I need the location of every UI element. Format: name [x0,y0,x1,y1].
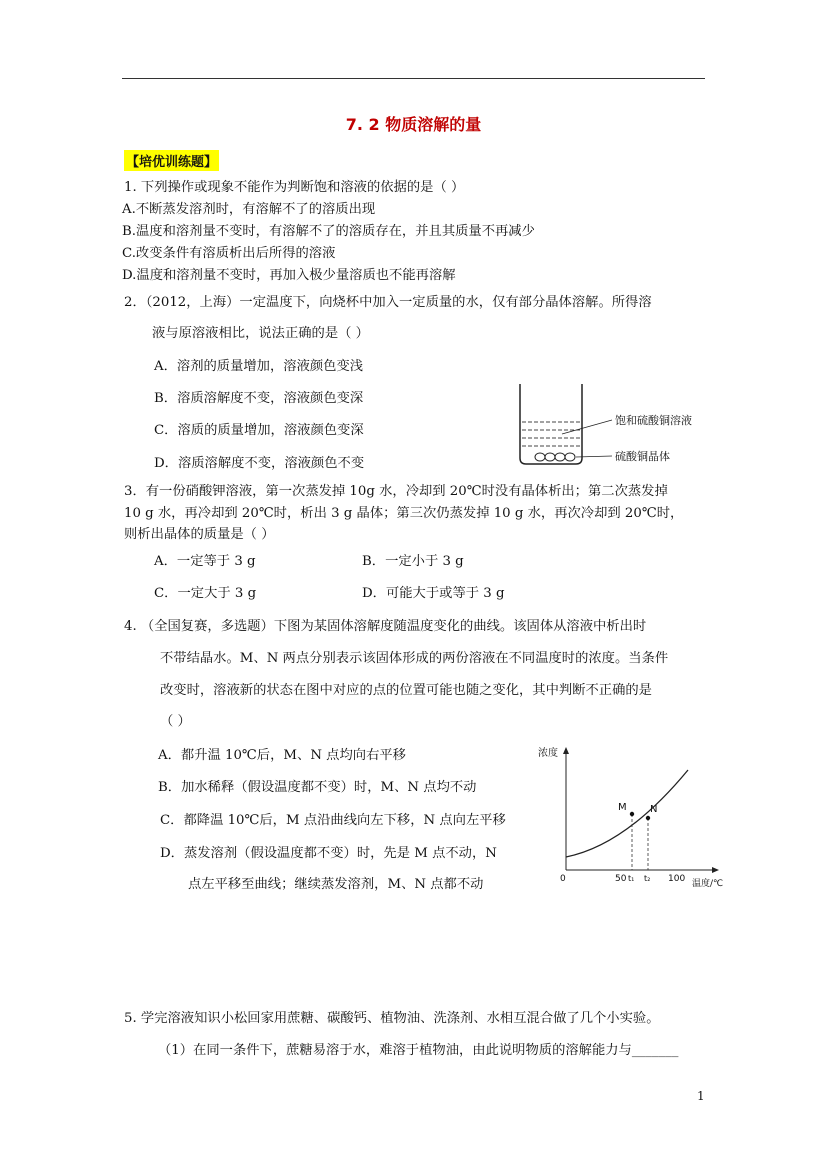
q1-option-b: B.温度和溶剂量不变时，有溶解不了的溶质存在，并且其质量不再减少 [122,224,535,239]
q2-stem-line1: 2．（2012，上海）一定温度下，向烧杯中加入一定质量的水，仅有部分晶体溶解。所得溶 [124,295,652,310]
beaker-label-crystal: 硫酸铜晶体 [615,450,670,463]
q5-sub1 [158,1042,678,1060]
q3-option-d: D．可能大于或等于 3 g [362,586,505,601]
q2-option-c: C．溶质的质量增加，溶液颜色变深 [154,423,364,438]
q4-line1: 4. （全国复赛，多选题）下图为某固体溶解度随温度变化的曲线。该固体从溶液中析出时 [124,619,647,634]
q3-option-c: C．一定大于 3 g [154,586,257,601]
page-title: 7. 2 物质溶解的量 [345,115,482,134]
q2-option-b: B．溶质溶解度不变，溶液颜色变深 [154,391,364,406]
q3-line3: 则析出晶体的质量是（ ） [124,527,275,542]
header-rule [122,78,705,79]
q4-option-b: B．加水稀释（假设温度都不变）时，M、N 点均不动 [158,780,477,795]
q3-line2: 10 g 水，再冷却到 20℃时，析出 3 g 晶体；第三次仍蒸发掉 10 g 水，再次冷却到 20℃时， [124,506,684,521]
solubility-graph [530,740,730,890]
graph-tick-100: 100 [668,874,686,884]
graph-tick-0: 0 [560,874,566,884]
graph-tick-t2: t₂ [644,874,651,883]
q4-option-d-line2: 点左平移至曲线；继续蒸发溶剂，M、N 点都不动 [188,877,484,892]
graph-xlabel: 温度/℃ [692,879,724,889]
graph-tick-t1: t₁ [628,874,635,883]
q1-option-d: D.温度和溶剂量不变时，再加入极少量溶质也不能再溶解 [122,268,456,283]
point-m [630,812,634,816]
beaker-label-solution: 饱和硫酸铜溶液 [615,414,692,427]
q2-stem-line2: 液与原溶液相比，说法正确的是（ ） [152,326,369,341]
q1-stem: 1. 下列操作或现象不能作为判断饱和溶液的依据的是（ ） [124,180,465,195]
q1-option-c: C.改变条件有溶质析出后所得的溶液 [122,246,336,261]
q5-answer-blank[interactable]: _______ [631,1043,679,1058]
q5-sub1-text: （1）在同一条件下，蔗糖易溶于水，难溶于植物油，由此说明物质的溶解能力与 [158,1043,632,1058]
q4-line4: （ ） [160,714,191,729]
q2-option-a: A．溶剂的质量增加，溶液颜色变浅 [154,359,364,374]
page-number: 1 [697,1089,705,1103]
q4-line2: 不带结晶水。M、N 两点分别表示该固体形成的两份溶液在不同温度时的浓度。当条件 [160,651,669,666]
q5-stem: 5. 学完溶液知识小松回家用蔗糖、碳酸钙、植物油、洗涤剂、水相互混合做了几个小实验。 [124,1011,660,1026]
q2-option-d: D．溶质溶解度不变，溶液颜色不变 [154,456,365,471]
beaker-figure [512,378,712,470]
q4-option-d-line1: D．蒸发溶剂（假设温度都不变）时，先是 M 点不动，N [160,846,497,861]
point-n [646,816,650,820]
point-m-label: M [618,802,627,813]
q3-option-a: A．一定等于 3 g [154,554,256,569]
graph-tick-50: 50 [615,874,627,884]
solubility-curve [566,770,688,857]
q3-option-b: B．一定小于 3 g [362,554,464,569]
q4-option-a: A．都升温 10℃后，M、N 点均向右平移 [158,748,406,763]
graph-ylabel: 浓度 [538,748,558,759]
point-n-label: N [650,804,658,815]
q3-line1: 3．有一份硝酸钾溶液，第一次蒸发掉 10g 水，冷却到 20℃时没有晶体析出；第二次蒸发掉 [124,484,668,499]
section-tag: 【培优训练题】 [124,150,219,171]
q1-option-a: A.不断蒸发溶剂时，有溶解不了的溶质出现 [122,202,376,217]
q4-line3: 改变时，溶液新的状态在图中对应的点的位置可能也随之变化，其中判断不正确的是 [160,683,652,698]
q4-option-c: C．都降温 10℃后，M 点沿曲线向左下移，N 点向左平移 [160,813,506,828]
